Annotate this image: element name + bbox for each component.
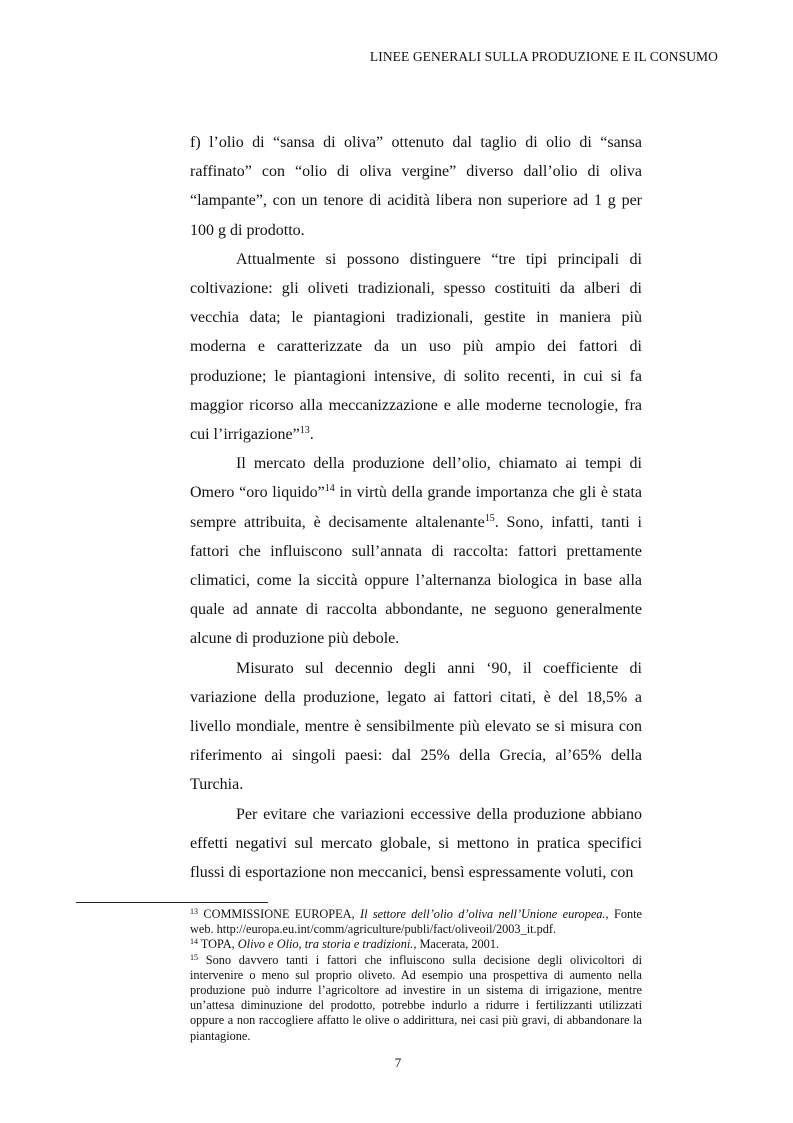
footnote-ref-15[interactable]: 15 — [484, 512, 495, 524]
footnote-separator — [76, 902, 268, 903]
paragraph-5: Per evitare che variazioni eccessive della produzione abbiano effetti negativi sul mercato globale, si mettono in pratica specifici flussi di esportazione non meccanici, bensì espressamente voluti, con — [190, 805, 642, 882]
footnote-15 — [190, 953, 642, 1044]
footnote-14-part-a: TOPA, — [198, 937, 238, 952]
footnote-13-title: Il settore dell’olio d’oliva nell’Unione europea. — [360, 907, 606, 921]
paragraph-3-part-a: Il mercato della produzione dell’olio, chiamato ai tempi di Omero “oro liquido” — [190, 455, 642, 502]
running-header: LINEE GENERALI SULLA PRODUZIONE E IL CONSUMO — [369, 49, 718, 64]
paragraph-2 — [190, 245, 642, 449]
footnote-14-title: Olivo e Olio, tra storia e tradizioni. — [237, 937, 414, 952]
paragraph-3 — [190, 449, 642, 653]
footnote-13-part-a: COMMISSIONE EUROPEA, — [198, 907, 360, 921]
footnote-15-text: Sono davvero tanti i fattori che influiscono sulla decisione degli olivicoltori di intervenire o meno sul proprio oliveto. Ad esempio una prospettiva di aumento nella produzione può indurre l’agricoltore ad investire in un sistema di irrigazione, mentre un’attesa diminuzione del prodotto, potrebbe indurlo a ridurre i fertilizzanti utilizzati oppure a non raccogliere affatto le olive o addirittura, nei casi più gravi, di abbandonare la piantagione. — [190, 952, 642, 1043]
footnote-ref-14[interactable]: 14 — [324, 483, 335, 495]
paragraph-3-part-c: . Sono, infatti, tanti i fattori che influiscono sull’annata di raccolta: fattori prettamente climatici, come la siccità oppure l’alternanza biologica in base alla quale ad annate di raccolta abbondante, ne seguono generalmente alcune di produzione più debole. — [190, 513, 642, 648]
footnote-14 — [190, 937, 642, 952]
page-number: 7 — [394, 1055, 402, 1070]
footnotes — [190, 907, 642, 1044]
main-text — [190, 128, 642, 887]
paragraph-3-part-b: in virtù della grande importanza che gli è stata sempre attribuita, è decisamente altalenante — [190, 484, 643, 531]
paragraph-1: f) l’olio di “sansa di oliva” ottenuto dal taglio di olio di “sansa raffinato” con “olio di oliva vergine” diverso dall’olio di oliva “lampante”, con un tenore di acidità libera non superiore ad 1 g per 100 g di prodotto. — [190, 134, 642, 239]
footnote-14-number: 14 — [190, 937, 198, 947]
paragraph-2-end: . — [309, 426, 314, 444]
footnote-15-number: 15 — [190, 952, 198, 962]
footnote-ref-13[interactable]: 13 — [299, 425, 310, 437]
footnote-14-part-b: , Macerata, 2001. — [413, 937, 500, 952]
paragraph-2-text: Attualmente si possono distinguere “tre tipi principali di coltivazione: gli oliveti tradizionali, spesso costituiti da alberi di vecchia data; le piantagioni tradizionali, gestite in maniera più moderna e caratterizzate da un uso più ampio dei fattori di produzione; le piantagioni intensive, di solito recenti, in cui si fa maggior ricorso alla meccanizzazione e alle moderne tecnologie, fra cui l’irrigazione” — [190, 250, 642, 444]
paragraph-4: Misurato sul decennio degli anni ‘90, il coefficiente di variazione della produzione, legato ai fattori citati, è del 18,5% a livello mondiale, mentre è sensibilmente più elevato se si misura con riferimento ai singoli paesi: dal 25% della Grecia, al’65% della Turchia. — [190, 659, 642, 794]
footnote-13-number: 13 — [190, 907, 198, 916]
footnote-13 — [190, 907, 642, 937]
footnote-13-part-b: , Fonte web. http://europa.eu.int/comm/agriculture/publi/fact/oliveoil/2003_it.pdf. — [190, 907, 642, 937]
